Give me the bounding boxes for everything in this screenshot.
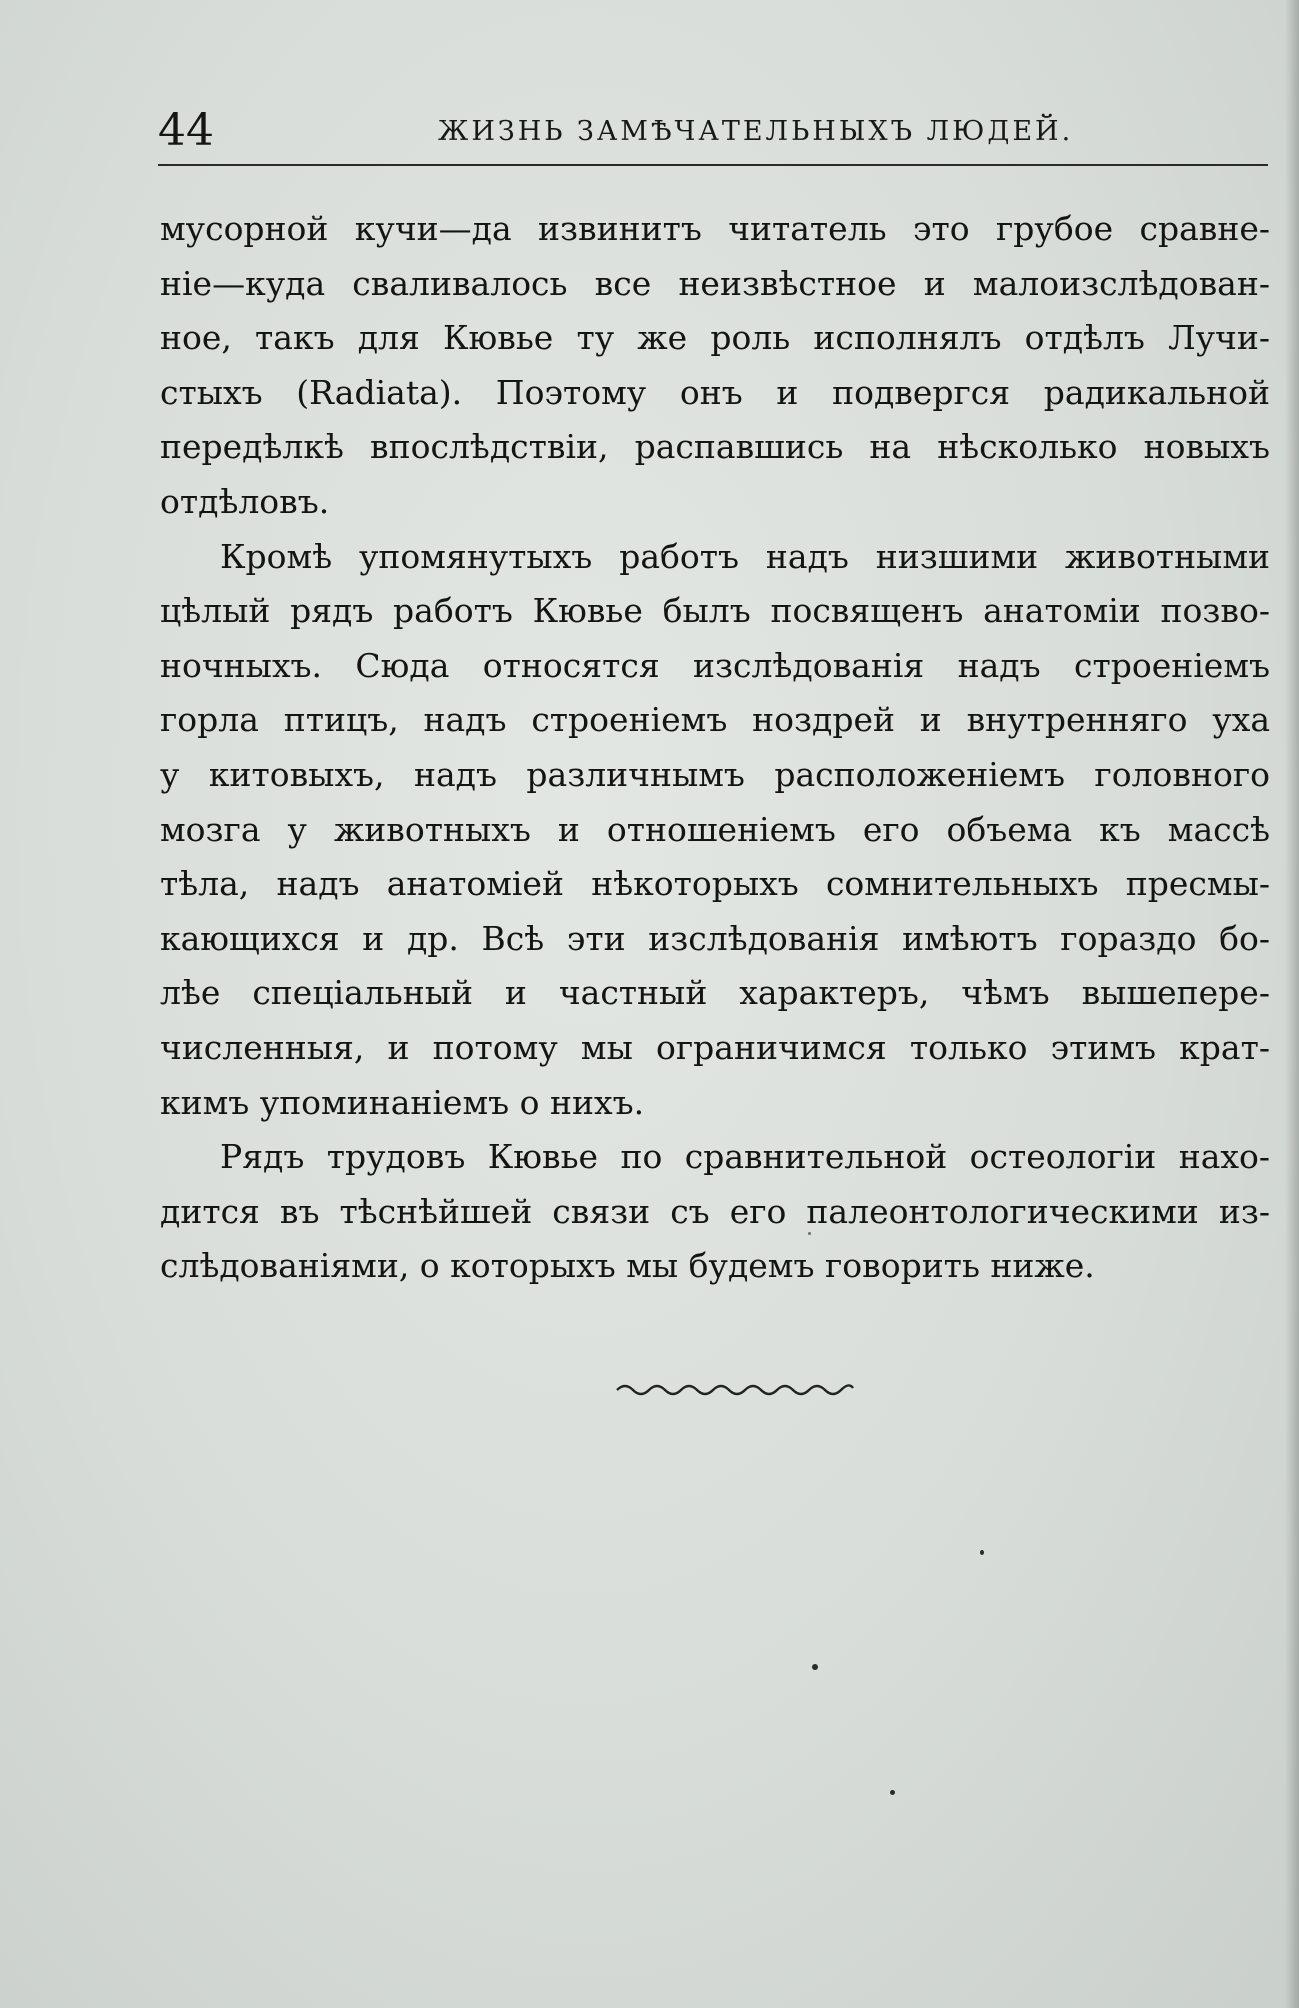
text-line: у китовыхъ, надъ различнымъ расположеніемъ головного [160, 754, 1270, 794]
text-line: цѣлый рядъ работъ Кювье былъ посвященъ анатоміи позво- [160, 591, 1270, 631]
body-text [160, 202, 1270, 1294]
text-line: мозга у животныхъ и отношеніемъ его объема къ массѣ [160, 809, 1270, 849]
text-line: передѣлкѣ впослѣдствіи, распавшись на нѣсколько новыхъ [160, 427, 1270, 467]
text-line: мусорной кучи—да извинитъ читатель это грубое сравне- [160, 209, 1270, 248]
paper-speck [808, 1232, 811, 1235]
running-title: ЖИЗНЬ ЗАМѢЧАТЕЛЬНЫХЪ ЛЮДЕЙ. [438, 116, 1074, 147]
paragraph-2 [160, 530, 1270, 1131]
text-line: горла птицъ, надъ строеніемъ ноздрей и внутренняго уха [160, 700, 1270, 740]
text-line: отдѣловъ. [160, 481, 330, 521]
text-line: Рядъ трудовъ Кювье по сравнительной остеологіи нахо- [220, 1137, 1270, 1177]
paper-speck [812, 1664, 818, 1670]
paper-speck [980, 1550, 984, 1555]
paper-speck [890, 1790, 895, 1795]
text-line: дится въ тѣснѣйшей связи съ его палеонтологическими из- [160, 1191, 1270, 1231]
page-edge-shadow [1285, 0, 1299, 2008]
text-line: ное, такъ для Кювье ту же роль исполнялъ отдѣлъ Лучи- [160, 318, 1270, 358]
text-line: ночныхъ. Сюда относятся изслѣдованія надъ строеніемъ [160, 645, 1270, 685]
running-head [158, 100, 1268, 166]
text-line: кимъ упоминаніемъ о нихъ. [160, 1082, 645, 1122]
page-number: 44 [158, 105, 214, 156]
text-line: слѣдованіями, о которыхъ мы будемъ говорить ниже. [160, 1246, 1095, 1286]
text-line: стыхъ (Radiata). Поэтому онъ и подвергся радикальной [160, 372, 1270, 412]
wavy-divider-line [617, 1385, 853, 1394]
paragraph-1 [160, 202, 1270, 530]
text-line: кающихся и др. Всѣ эти изслѣдованія имѣютъ гораздо бо- [160, 918, 1270, 958]
text-line: численныя, и потому мы ограничимся только этимъ крат- [160, 1027, 1270, 1067]
text-line: ніе—куда сваливалось все неизвѣстное и малоизслѣдован- [160, 263, 1270, 303]
paragraph-3 [160, 1130, 1270, 1294]
text-line: Кромѣ упомянутыхъ работъ надъ низшими животными [220, 536, 1270, 576]
text-line: лѣе спеціальный и частный характеръ, чѣмъ вышепере- [160, 973, 1270, 1013]
wavy-divider-ornament [615, 1378, 855, 1398]
text-line: тѣла, надъ анатоміей нѣкоторыхъ сомнительныхъ пресмы- [160, 864, 1270, 904]
